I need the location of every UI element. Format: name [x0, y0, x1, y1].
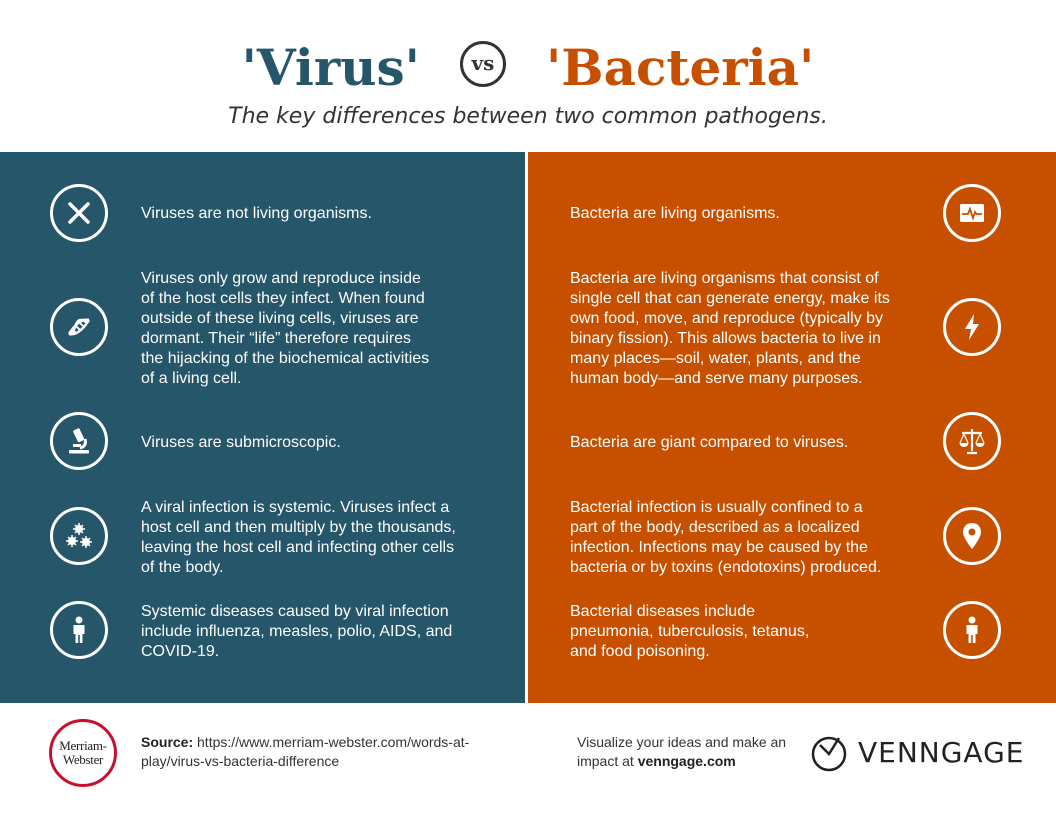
tagline-site-link[interactable]: venngage.com [637, 753, 736, 769]
scale-icon [943, 412, 1001, 470]
venngage-wordmark: VENNGAGE [858, 736, 1025, 769]
footer [0, 703, 1056, 816]
source-credit [141, 733, 521, 771]
heartbeat-monitor-icon [943, 184, 1001, 242]
bacteria-panel [528, 152, 1056, 703]
bacteria-fact-1: Bacteria are living organisms. [570, 205, 780, 222]
venngage-logo-icon [809, 733, 849, 773]
virus-fact-4: A viral infection is systemic. Viruses infect a host cell and then multiply by the thousands, leaving the host cell and infecting other cells of the body. [141, 499, 456, 576]
person-icon [50, 601, 108, 659]
logo-text-line-1: Merriam- [59, 738, 107, 753]
source-url[interactable]: https://www.merriam-webster.com/words-at-play/virus-vs-bacteria-difference [141, 734, 470, 769]
virus-fact-5: Systemic diseases caused by viral infection include influenza, measles, polio, AIDS, and COVID-19. [141, 603, 453, 660]
logo-text-line-2: Webster [62, 752, 104, 767]
source-label: Source: [141, 734, 194, 750]
virus-fact-2: Viruses only grow and reproduce inside of the host cells they infect. When found outside of these living cells, viruses are dormant. Their “life” therefore requires the hijacking of the biochemical activities of a living cell. [141, 270, 430, 387]
lightning-icon [943, 298, 1001, 356]
header [0, 0, 1056, 152]
virus-fact-3: Viruses are submicroscopic. [141, 434, 341, 451]
merriam-webster-logo [49, 719, 117, 787]
person-icon [943, 601, 1001, 659]
title-bacteria: 'Bacteria' [546, 38, 815, 97]
vs-badge: vs [460, 41, 506, 87]
location-pin-icon [943, 507, 1001, 565]
page-title [0, 36, 1056, 100]
bacteria-fact-2: Bacteria are living organisms that consist of single cell that can generate energy, make its own food, move, and reproduce (typically by binary fission). This allows bacteria to live in many places—soil, water, plants, and the human body—and serve many purposes. [570, 270, 890, 387]
virus-panel [0, 152, 525, 703]
page-subtitle: The key differences between two common pathogens. [228, 104, 828, 129]
microscope-icon [50, 412, 108, 470]
bacteria-fact-4: Bacterial infection is usually confined to a part of the body, described as a localized infection. Infections may be caused by the bacteria or by toxins (endotoxins) produced. [570, 499, 882, 576]
bacteria-fact-5: Bacterial diseases include pneumonia, tuberculosis, tetanus, and food poisoning. [570, 603, 810, 660]
title-virus: 'Virus' [241, 38, 420, 97]
virus-fact-1: Viruses are not living organisms. [141, 205, 372, 222]
tagline-text: Visualize your ideas and make an impact at [577, 734, 787, 769]
virus-cluster-icon [50, 507, 108, 565]
dna-icon [50, 298, 108, 356]
venngage-tagline [577, 733, 787, 771]
bacteria-fact-3: Bacteria are giant compared to viruses. [570, 434, 849, 451]
x-circle-icon [50, 184, 108, 242]
